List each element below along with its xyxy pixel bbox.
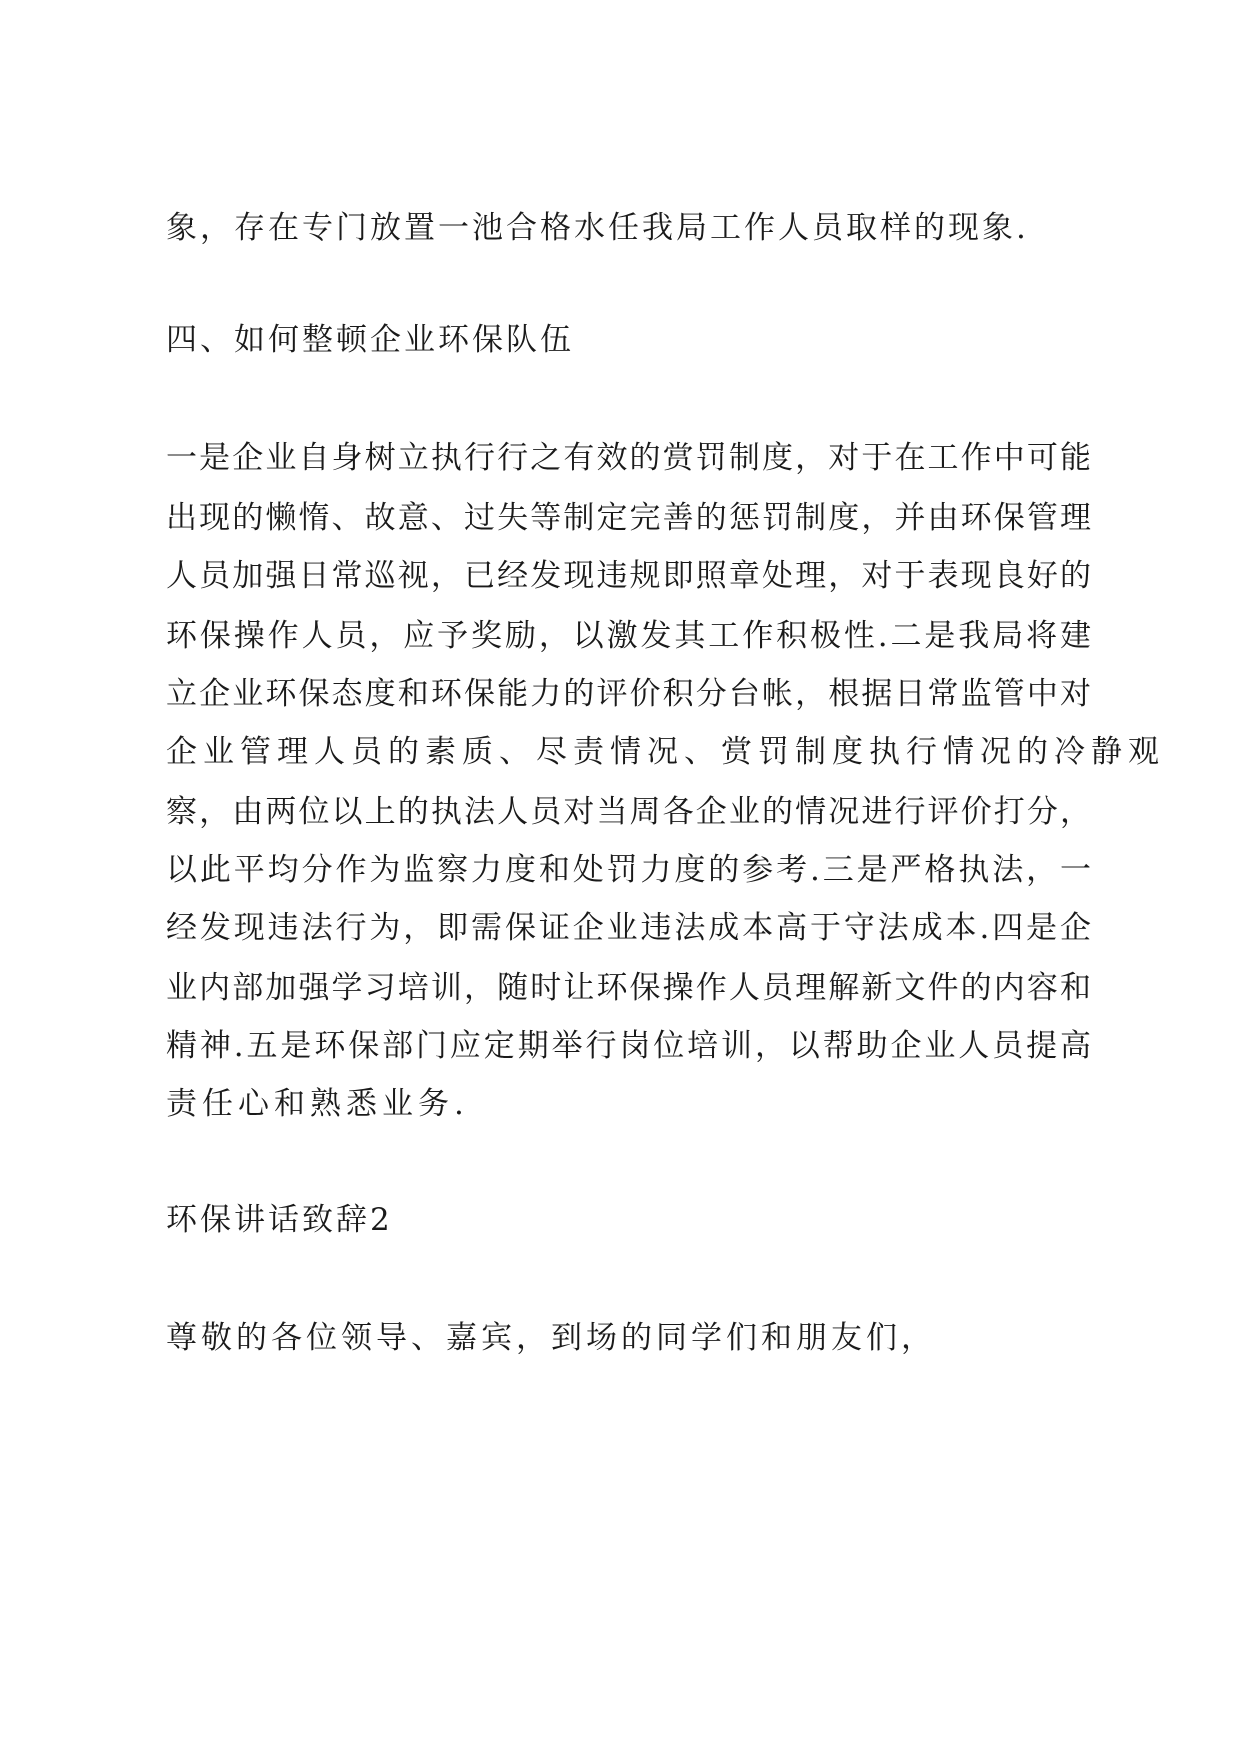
- body-line: 企业管理人员的素质、尽责情况、赏罚制度执行情况的冷静观: [166, 734, 1165, 770]
- body-line: 出现的懒惰、故意、过失等制定完善的惩罚制度，并由环保管理: [166, 500, 1091, 536]
- greeting-line: 尊敬的各位领导、嘉宾，到场的同学们和朋友们，: [166, 1320, 936, 1356]
- body-line: 经发现违法行为，即需保证企业违法成本高于守法成本.四是企: [166, 910, 1091, 946]
- body-line: 人员加强日常巡视，已经发现违规即照章处理，对于表现良好的: [166, 558, 1091, 594]
- body-line: 以此平均分作为监察力度和处罚力度的参考.三是严格执法，一: [166, 852, 1091, 888]
- body-line: 立企业环保态度和环保能力的评价积分台帐，根据日常监管中对: [166, 676, 1091, 712]
- body-line: 环保操作人员，应予奖励，以激发其工作积极性.二是我局将建: [166, 618, 1091, 654]
- body-line: 精神.五是环保部门应定期举行岗位培训，以帮助企业人员提高: [166, 1028, 1091, 1064]
- body-line: 责任心和熟悉业务.: [166, 1086, 469, 1122]
- body-line: 察，由两位以上的执法人员对当周各企业的情况进行评价打分，: [166, 794, 1091, 830]
- section-heading: 四、如何整顿企业环保队伍: [166, 322, 574, 358]
- body-line: 一是企业自身树立执行行之有效的赏罚制度，对于在工作中可能: [166, 440, 1091, 476]
- body-line: 业内部加强学习培训，随时让环保操作人员理解新文件的内容和: [166, 970, 1091, 1006]
- intro-line: 象，存在专门放置一池合格水任我局工作人员取样的现象.: [166, 210, 1029, 246]
- next-section-title: 环保讲话致辞2: [166, 1202, 393, 1238]
